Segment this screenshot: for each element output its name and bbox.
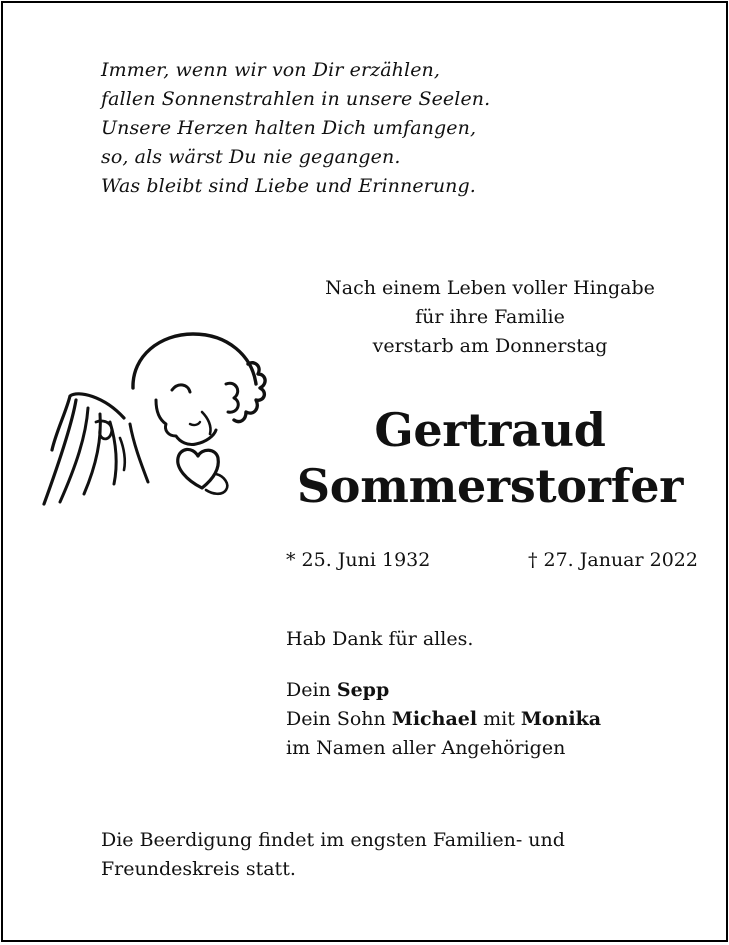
signatory-connector: mit — [483, 708, 515, 730]
funeral-line: Freundeskreis statt. — [101, 858, 296, 880]
signatory-name: Sepp — [336, 679, 390, 701]
signatory-name: Monika — [520, 708, 602, 730]
life-dates — [286, 546, 698, 575]
birth-date: * 25. Juni 1932 — [286, 549, 431, 571]
signatory-prefix: Dein — [286, 679, 331, 701]
death-date: † 27. Januar 2022 — [527, 549, 698, 571]
signatory-line: im Namen aller Angehörigen — [286, 737, 566, 759]
poem-line: so, als wärst Du nie gegangen. — [101, 146, 401, 168]
signatory-name: Michael — [391, 708, 478, 730]
funeral-line: Die Beerdigung findet im engsten Familien- und — [101, 829, 565, 851]
funeral-notice — [101, 826, 565, 884]
memorial-poem — [101, 56, 490, 201]
intro-line: verstarb am Donnerstag — [372, 335, 608, 357]
signatory-line — [286, 705, 601, 734]
first-name: Gertraud — [374, 403, 606, 457]
intro-line: für ihre Familie — [415, 306, 565, 328]
deceased-name — [276, 402, 704, 514]
poem-line: fallen Sonnenstrahlen in unsere Seelen. — [101, 88, 491, 110]
poem-line: Was bleibt sind Liebe und Erinnerung. — [101, 175, 476, 197]
poem-line: Unsere Herzen halten Dich umfangen, — [101, 117, 477, 139]
angel-with-heart-icon — [30, 326, 270, 526]
poem-line: Immer, wenn wir von Dir erzählen, — [101, 59, 441, 81]
signatory-line — [286, 676, 601, 705]
last-name: Sommerstorfer — [296, 459, 684, 513]
thanks-line: Hab Dank für alles. — [286, 628, 474, 650]
intro-text — [280, 274, 700, 361]
signatories — [286, 676, 601, 763]
signatory-prefix: Dein Sohn — [286, 708, 386, 730]
intro-line: Nach einem Leben voller Hingabe — [325, 277, 655, 299]
